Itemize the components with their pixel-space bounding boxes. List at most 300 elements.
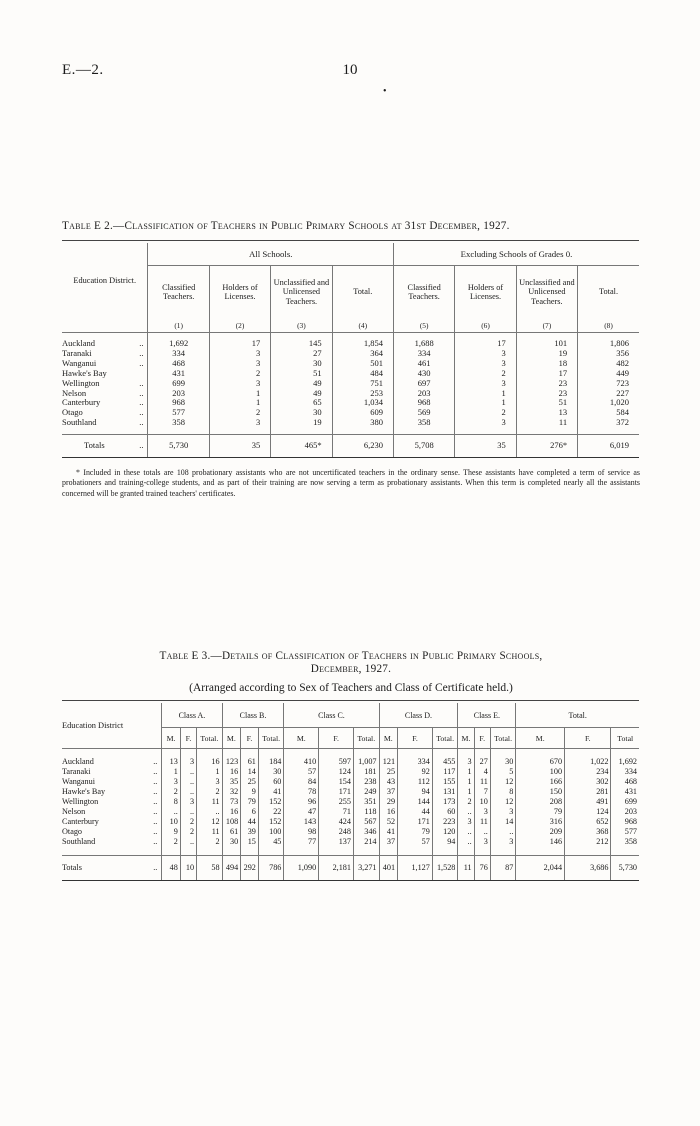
e3-value-cell: 214 (353, 837, 379, 847)
e2-table-row (62, 418, 639, 428)
e2-value-cell: 27 (271, 349, 332, 359)
e3-value-cell: 10 (162, 817, 181, 827)
e3-sub-header: F. (180, 728, 196, 749)
e3-sub-header: F. (241, 728, 259, 749)
e2-value-cell: 751 (332, 379, 393, 389)
e2-value-cell: 49 (271, 389, 332, 399)
e2-value-cell: 253 (332, 389, 393, 399)
table-e2-title-prefix: Table E 2.— (62, 220, 125, 232)
e3-value-cell: 39 (241, 827, 259, 837)
e2-col-header-6: Holders of Licenses. (455, 266, 516, 319)
e3-table-row (62, 757, 639, 767)
e3-value-cell: 152 (258, 797, 284, 807)
e3-value-cell: 47 (284, 807, 319, 817)
e2-col-header-3: Unclassified and Unlicensed Teachers. (271, 266, 332, 319)
e2-value-cell: 699 (148, 379, 209, 389)
e3-value-cell: 71 (319, 807, 354, 817)
e3-value-cell: 255 (319, 797, 354, 807)
e2-value-cell: 1,692 (148, 339, 209, 349)
e2-value-cell: 17 (209, 339, 270, 349)
e2-district-name: Auckland (62, 338, 96, 348)
e2-district-name: Canterbury (62, 397, 101, 408)
e3-value-cell: 7 (474, 787, 490, 797)
e3-value-cell: 181 (353, 767, 379, 777)
e3-value-cell: 78 (284, 787, 319, 797)
e2-district-name: Taranaki (62, 347, 92, 358)
e3-value-cell: 96 (284, 797, 319, 807)
e3-sub-header: Total. (353, 728, 379, 749)
e3-value-cell: 100 (258, 827, 284, 837)
e2-group-all-schools: All Schools. (148, 243, 393, 266)
e3-leader-dots: .. (153, 827, 158, 836)
e3-district-header: Education District (62, 703, 162, 749)
e3-value-cell: 173 (432, 797, 458, 807)
e3-value-cell: 45 (258, 837, 284, 847)
e2-district-name: Southland (62, 417, 97, 428)
e2-value-cell: 482 (578, 359, 639, 369)
e2-district-name: Wellington (62, 377, 100, 388)
e3-value-cell: 368 (565, 827, 611, 837)
e3-value-cell: 37 (379, 787, 398, 797)
e2-total-cell: 6,019 (578, 435, 639, 458)
e3-value-cell: 234 (565, 767, 611, 777)
e3-value-cell: 491 (565, 797, 611, 807)
e3-value-cell: 79 (516, 807, 565, 817)
e3-value-cell: .. (458, 827, 474, 837)
e3-value-cell: 27 (474, 757, 490, 767)
e2-value-cell: 334 (148, 349, 209, 359)
e3-value-cell: 2 (162, 837, 181, 847)
e3-value-cell: 121 (379, 757, 398, 767)
e3-total-cell: 11 (458, 856, 474, 881)
e2-value-cell: 430 (393, 369, 454, 379)
e3-district-name: Auckland (62, 757, 94, 766)
e3-value-cell: 94 (432, 837, 458, 847)
e3-value-cell: 968 (611, 817, 639, 827)
e3-value-cell: 3 (490, 837, 516, 847)
e2-value-cell: 227 (578, 389, 639, 399)
e3-value-cell: .. (490, 827, 516, 837)
e3-total-cell: 3,686 (565, 856, 611, 881)
e3-value-cell: 37 (379, 837, 398, 847)
e3-value-cell: 16 (222, 807, 241, 817)
e3-value-cell: 44 (241, 817, 259, 827)
e3-group-header-3: Class C. (284, 703, 379, 728)
e3-value-cell: 1 (458, 777, 474, 787)
e3-value-cell: 1,007 (353, 757, 379, 767)
e3-leader-dots: .. (153, 787, 158, 796)
table-e3 (62, 703, 639, 881)
e3-value-cell: 3 (474, 837, 490, 847)
e3-value-cell: 30 (258, 767, 284, 777)
e3-value-cell: 61 (222, 827, 241, 837)
e3-sub-header: Total. (197, 728, 223, 749)
table-e2-top-rule (62, 240, 639, 241)
e3-value-cell: 16 (379, 807, 398, 817)
e2-table-row (62, 359, 639, 369)
printer-mark: • (383, 86, 387, 97)
e3-value-cell: 11 (474, 777, 490, 787)
e2-district-name: Otago (62, 407, 83, 418)
e2-col-number-1: (1) (148, 318, 209, 333)
e3-sub-header: M. (379, 728, 398, 749)
e2-table-row (62, 369, 639, 379)
e3-sub-header: M. (458, 728, 474, 749)
e2-value-cell: 584 (578, 408, 639, 418)
e3-value-cell: 12 (490, 777, 516, 787)
e2-total-cell: 5,708 (393, 435, 454, 458)
e3-value-cell: 155 (432, 777, 458, 787)
e2-value-cell: 2 (209, 408, 270, 418)
e3-value-cell: 670 (516, 757, 565, 767)
e2-value-cell: 372 (578, 418, 639, 428)
e3-value-cell: .. (180, 787, 196, 797)
e3-district-name: Otago (62, 827, 83, 836)
e3-total-cell: 5,730 (611, 856, 639, 881)
e2-value-cell: 3 (209, 359, 270, 369)
e2-value-cell: 203 (393, 389, 454, 399)
e3-district-name: Wellington (62, 797, 99, 806)
e2-leader-dots: .. (139, 377, 144, 388)
e3-leader-dots: .. (153, 817, 158, 826)
e3-value-cell: .. (180, 777, 196, 787)
e3-value-cell: 120 (432, 827, 458, 837)
e3-value-cell: 79 (398, 827, 433, 837)
e3-table-row (62, 817, 639, 827)
e2-total-cell: 6,230 (332, 435, 393, 458)
e3-value-cell: 100 (516, 767, 565, 777)
e3-value-cell: 249 (353, 787, 379, 797)
e3-value-cell: 11 (197, 797, 223, 807)
e2-table-row (62, 349, 639, 359)
e2-value-cell: 17 (455, 339, 516, 349)
e3-table-row (62, 827, 639, 837)
e3-value-cell: 2 (458, 797, 474, 807)
e3-totals-row (62, 856, 639, 881)
e3-value-cell: 334 (398, 757, 433, 767)
e3-table-row (62, 797, 639, 807)
e3-leader-dots: .. (153, 837, 158, 846)
e2-table-row (62, 389, 639, 399)
e3-value-cell: 94 (398, 787, 433, 797)
e2-district-header: Education District. (73, 275, 137, 285)
e2-value-cell: 23 (516, 389, 577, 399)
e2-value-cell: 501 (332, 359, 393, 369)
e3-district-cell (62, 777, 162, 787)
e3-value-cell: 171 (319, 787, 354, 797)
e3-value-cell: 32 (222, 787, 241, 797)
e3-sub-header: Total (611, 728, 639, 749)
e3-value-cell: .. (458, 807, 474, 817)
e3-sub-header: Total. (432, 728, 458, 749)
e3-value-cell: 144 (398, 797, 433, 807)
e3-value-cell: 699 (611, 797, 639, 807)
e2-col-number-8: (8) (578, 318, 639, 333)
e2-value-cell: 101 (516, 339, 577, 349)
e3-value-cell: 3 (180, 797, 196, 807)
e2-value-cell: 358 (148, 418, 209, 428)
e2-totals-row (62, 435, 639, 458)
e2-district-name: Nelson (62, 387, 87, 398)
e2-col-number-4: (4) (332, 318, 393, 333)
e2-col-number-7: (7) (516, 318, 577, 333)
e2-value-cell: 30 (271, 408, 332, 418)
e2-value-cell: 1 (455, 398, 516, 408)
e3-total-cell: 48 (162, 856, 181, 881)
e3-value-cell: 25 (379, 767, 398, 777)
e3-value-cell: 455 (432, 757, 458, 767)
table-e3-title (62, 650, 640, 676)
e3-value-cell: 8 (162, 797, 181, 807)
e3-value-cell: 98 (284, 827, 319, 837)
e3-value-cell: 2 (180, 817, 196, 827)
e3-value-cell: 2 (180, 827, 196, 837)
e2-value-cell: 49 (271, 379, 332, 389)
e3-district-name: Southland (62, 837, 96, 846)
e3-value-cell: 12 (490, 797, 516, 807)
e2-value-cell: 1,020 (578, 398, 639, 408)
e3-leader-dots: .. (153, 863, 158, 872)
e3-value-cell: 8 (490, 787, 516, 797)
e2-value-cell: 3 (455, 418, 516, 428)
e2-col-header-5: Classified Teachers. (393, 266, 454, 319)
e2-value-cell: 2 (209, 369, 270, 379)
e3-leader-dots: .. (153, 767, 158, 776)
e3-value-cell: 143 (284, 817, 319, 827)
e2-col-number-6: (6) (455, 318, 516, 333)
e3-value-cell: 123 (222, 757, 241, 767)
e3-value-cell: 30 (222, 837, 241, 847)
e2-value-cell: 1,034 (332, 398, 393, 408)
e3-value-cell: 11 (474, 817, 490, 827)
e2-value-cell: 2 (455, 369, 516, 379)
e3-value-cell: 57 (284, 767, 319, 777)
e3-value-cell: 203 (611, 807, 639, 817)
e3-totals-label: Totals (62, 863, 82, 872)
e2-value-cell: 356 (578, 349, 639, 359)
e3-district-name: Nelson (62, 807, 86, 816)
e2-value-cell: 18 (516, 359, 577, 369)
e2-value-cell: 380 (332, 418, 393, 428)
e2-value-cell: 723 (578, 379, 639, 389)
e3-total-cell: 292 (241, 856, 259, 881)
e3-value-cell: 73 (222, 797, 241, 807)
e2-value-cell: 3 (209, 379, 270, 389)
e3-sub-header: F. (319, 728, 354, 749)
e3-value-cell: 137 (319, 837, 354, 847)
e3-value-cell: 30 (490, 757, 516, 767)
e3-value-cell: 1 (197, 767, 223, 777)
e3-sub-header: Total. (258, 728, 284, 749)
e2-value-cell: 30 (271, 359, 332, 369)
e3-district-name: Hawke's Bay (62, 787, 106, 796)
e3-value-cell: 14 (490, 817, 516, 827)
e3-value-cell: 166 (516, 777, 565, 787)
e3-value-cell: 108 (222, 817, 241, 827)
e2-value-cell: 968 (393, 398, 454, 408)
e3-value-cell: 41 (258, 787, 284, 797)
e3-sub-header: F. (398, 728, 433, 749)
table-e2-footnote (62, 468, 640, 499)
e3-value-cell: 124 (319, 767, 354, 777)
table-e2 (62, 243, 639, 458)
e3-value-cell: 146 (516, 837, 565, 847)
e3-table-row (62, 837, 639, 847)
e2-leader-dots: .. (139, 387, 144, 398)
e3-value-cell: 60 (258, 777, 284, 787)
e3-value-cell: .. (162, 807, 181, 817)
e2-value-cell: 484 (332, 369, 393, 379)
e3-leader-dots: .. (153, 777, 158, 786)
e3-value-cell: 431 (611, 787, 639, 797)
e3-value-cell: 52 (379, 817, 398, 827)
e2-value-cell: 19 (271, 418, 332, 428)
e3-value-cell: 154 (319, 777, 354, 787)
e3-total-cell: 87 (490, 856, 516, 881)
e2-value-cell: 609 (332, 408, 393, 418)
e2-value-cell: 51 (516, 398, 577, 408)
e3-value-cell: 184 (258, 757, 284, 767)
e2-value-cell: 577 (148, 408, 209, 418)
e3-value-cell: 652 (565, 817, 611, 827)
e3-value-cell: .. (180, 807, 196, 817)
e2-total-cell: 276* (516, 435, 577, 458)
e3-total-cell: 494 (222, 856, 241, 881)
e3-value-cell: 131 (432, 787, 458, 797)
e2-value-cell: 145 (271, 339, 332, 349)
e2-leader-dots: .. (139, 440, 144, 451)
e2-value-cell: 3 (455, 379, 516, 389)
e3-value-cell: 152 (258, 817, 284, 827)
e2-value-cell: 334 (393, 349, 454, 359)
e3-district-cell (62, 757, 162, 767)
page-number: 10 (342, 62, 358, 78)
e3-value-cell: 16 (197, 757, 223, 767)
e3-table-row (62, 787, 639, 797)
e2-total-cell: 465* (271, 435, 332, 458)
e3-district-cell (62, 797, 162, 807)
e3-value-cell: 238 (353, 777, 379, 787)
e3-value-cell: 14 (241, 767, 259, 777)
e3-value-cell: 4 (474, 767, 490, 777)
e2-district-name: Wanganui (62, 357, 97, 368)
e3-value-cell: 1 (458, 767, 474, 777)
e2-value-cell: 17 (516, 369, 577, 379)
e3-value-cell: 35 (222, 777, 241, 787)
e3-sub-header: M. (284, 728, 319, 749)
table-e2-title (62, 220, 640, 232)
e3-value-cell: 77 (284, 837, 319, 847)
e3-total-cell: 2,181 (319, 856, 354, 881)
e2-value-cell: 19 (516, 349, 577, 359)
e3-value-cell: 3 (180, 757, 196, 767)
e2-value-cell: 3 (455, 359, 516, 369)
e3-value-cell: 12 (197, 817, 223, 827)
e3-value-cell: 223 (432, 817, 458, 827)
e2-value-cell: 11 (516, 418, 577, 428)
e2-value-cell: 449 (578, 369, 639, 379)
e3-total-cell: 401 (379, 856, 398, 881)
e2-table-row (62, 398, 639, 408)
e3-value-cell: 208 (516, 797, 565, 807)
e2-value-cell: 1 (209, 389, 270, 399)
table-e3-title-line1: Table E 3.—Details of Classification of Teachers in Public Primary Schools, (159, 650, 543, 662)
e2-value-cell: 968 (148, 398, 209, 408)
e3-value-cell: 61 (241, 757, 259, 767)
table-e3-subtitle: (Arranged according to Sex of Teachers and Class of Certificate held.) (189, 682, 513, 694)
table-e2-title-main: Classification of Teachers in Public Primary Schools at 31st December, 1927. (124, 220, 510, 232)
e3-total-cell: 1,528 (432, 856, 458, 881)
e3-leader-dots: .. (153, 807, 158, 816)
e3-district-cell (62, 817, 162, 827)
e2-leader-dots: .. (139, 417, 144, 428)
e2-leader-dots: .. (139, 357, 144, 368)
e3-value-cell: 41 (379, 827, 398, 837)
e3-value-cell: .. (458, 837, 474, 847)
e3-value-cell: 3 (458, 757, 474, 767)
e3-total-cell: 76 (474, 856, 490, 881)
e2-col-header-8: Total. (578, 266, 639, 319)
e2-table-row (62, 339, 639, 349)
e3-district-cell (62, 767, 162, 777)
e2-leader-dots: .. (139, 397, 144, 408)
e3-value-cell: .. (474, 827, 490, 837)
e3-group-header-4: Class D. (379, 703, 458, 728)
e2-col-header-1: Classified Teachers. (148, 266, 209, 319)
e2-value-cell: 1,854 (332, 339, 393, 349)
e3-value-cell: 1 (458, 787, 474, 797)
e3-total-cell: 2,044 (516, 856, 565, 881)
e2-col-header-4: Total. (332, 266, 393, 319)
e3-value-cell: 1,692 (611, 757, 639, 767)
e3-value-cell: 1 (162, 767, 181, 777)
e2-col-header-7: Unclassified and Unlicensed Teachers. (516, 266, 577, 319)
e2-table-row (62, 379, 639, 389)
e2-col-number-5: (5) (393, 318, 454, 333)
e2-value-cell: 364 (332, 349, 393, 359)
e2-total-cell: 5,730 (148, 435, 209, 458)
e3-value-cell: 3 (162, 777, 181, 787)
e3-group-header-6: Total. (516, 703, 639, 728)
e3-value-cell: .. (180, 837, 196, 847)
e3-total-cell: 786 (258, 856, 284, 881)
e3-sub-header: M. (222, 728, 241, 749)
e2-value-cell: 2 (455, 408, 516, 418)
e3-district-cell (62, 787, 162, 797)
e3-value-cell: 25 (241, 777, 259, 787)
e3-value-cell: 567 (353, 817, 379, 827)
e3-value-cell: 346 (353, 827, 379, 837)
e3-value-cell: 92 (398, 767, 433, 777)
e3-value-cell: 6 (241, 807, 259, 817)
e3-district-cell (62, 837, 162, 847)
e2-value-cell: 13 (516, 408, 577, 418)
e3-value-cell: 13 (162, 757, 181, 767)
e3-value-cell: 171 (398, 817, 433, 827)
e3-value-cell: 9 (241, 787, 259, 797)
e2-group-excluding: Excluding Schools of Grades 0. (393, 243, 639, 266)
e2-value-cell: 358 (393, 418, 454, 428)
e2-totals-label: Totals (84, 440, 105, 451)
e3-district-name: Canterbury (62, 817, 99, 826)
e3-totals-label-cell (62, 856, 162, 881)
e3-value-cell: 410 (284, 757, 319, 767)
e2-value-cell: 468 (148, 359, 209, 369)
e3-sub-header: M. (516, 728, 565, 749)
e3-value-cell: 11 (197, 827, 223, 837)
e2-value-cell: 569 (393, 408, 454, 418)
e3-value-cell: 43 (379, 777, 398, 787)
